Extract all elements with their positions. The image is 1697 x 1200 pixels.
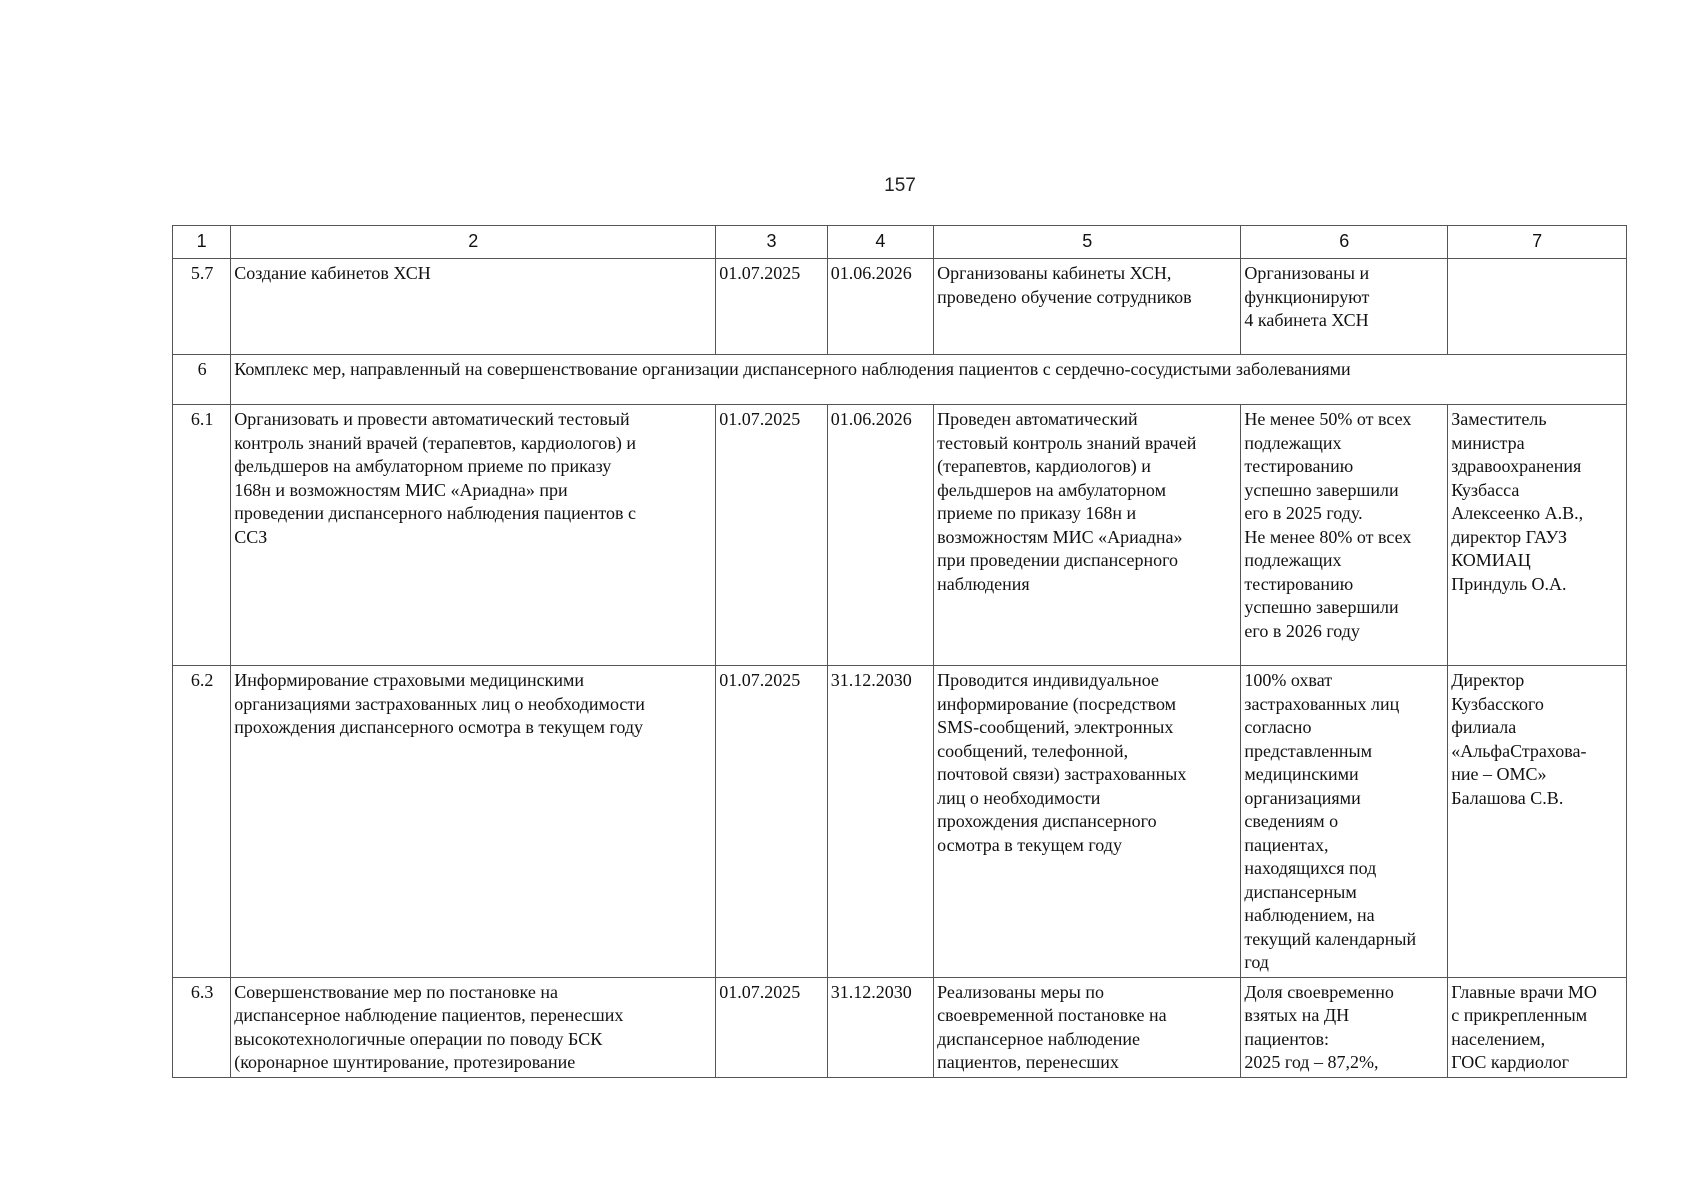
- responsible-cell: Главные врачи МО с прикрепленным населением, ГОС кардиолог: [1448, 977, 1627, 1077]
- action-plan-table: [172, 225, 1627, 1078]
- task-cell: Информирование страховыми медицинскими организациями застрахованных лиц о необходимости прохождения диспансерного осмотра в текущем году: [231, 666, 716, 978]
- column-number: 4: [827, 226, 933, 259]
- section-number: 6: [173, 355, 231, 405]
- end-date: 31.12.2030: [827, 666, 933, 978]
- result-cell: Проведен автоматический тестовый контроль знаний врачей (терапевтов, кардиологов) и фельдшеров на амбулаторном приеме по приказу 168н и возможностям МИС «Ариадна» при проведении диспансерного наблюдения: [934, 405, 1241, 666]
- section-row: [173, 355, 1627, 405]
- task-cell: Организовать и провести автоматический тестовый контроль знаний врачей (терапевтов, кардиологов) и фельдшеров на амбулаторном приеме по приказу 168н и возможностям МИС «Ариадна» при проведении диспансерного наблюдения пациентов с ССЗ: [231, 405, 716, 666]
- responsible-cell: [1448, 259, 1627, 355]
- result-cell: Организованы кабинеты ХСН, проведено обучение сотрудников: [934, 259, 1241, 355]
- start-date: 01.07.2025: [716, 666, 827, 978]
- column-number-row: [173, 226, 1627, 259]
- indicator-cell: Не менее 50% от всех подлежащих тестированию успешно завершили его в 2025 году. Не менее 80% от всех подлежащих тестированию успешно завершили его в 2026 году: [1241, 405, 1448, 666]
- start-date: 01.07.2025: [716, 405, 827, 666]
- task-cell: Создание кабинетов ХСН: [231, 259, 716, 355]
- section-title: Комплекс мер, направленный на совершенствование организации диспансерного наблюдения пациентов с сердечно-сосудистыми заболеваниями: [231, 355, 1627, 405]
- indicator-cell: Организованы и функционируют 4 кабинета ХСН: [1241, 259, 1448, 355]
- indicator-cell: Доля своевременно взятых на ДН пациентов: 2025 год – 87,2%,: [1241, 977, 1448, 1077]
- item-number: 5.7: [173, 259, 231, 355]
- result-cell: Проводится индивидуальное информирование (посредством SMS-сообщений, электронных сообщений, телефонной, почтовой связи) застрахованных лиц о необходимости прохождения диспансерного осмотра в текущем году: [934, 666, 1241, 978]
- responsible-cell: Заместитель министра здравоохранения Кузбасса Алексеенко А.В., директор ГАУЗ КОМИАЦ Приндуль О.А.: [1448, 405, 1627, 666]
- table-row: [173, 405, 1627, 666]
- responsible-cell: Директор Кузбасского филиала «АльфаСтрахова- ние – ОМС» Балашова С.В.: [1448, 666, 1627, 978]
- item-number: 6.1: [173, 405, 231, 666]
- column-number: 7: [1448, 226, 1627, 259]
- column-number: 1: [173, 226, 231, 259]
- result-cell: Реализованы меры по своевременной постановке на диспансерное наблюдение пациентов, перенесших: [934, 977, 1241, 1077]
- item-number: 6.3: [173, 977, 231, 1077]
- end-date: 01.06.2026: [827, 259, 933, 355]
- column-number: 2: [231, 226, 716, 259]
- indicator-cell: 100% охват застрахованных лиц согласно представленным медицинскими организациями сведениям о пациентах, находящихся под диспансерным наблюдением, на текущий календарный год: [1241, 666, 1448, 978]
- start-date: 01.07.2025: [716, 259, 827, 355]
- end-date: 31.12.2030: [827, 977, 933, 1077]
- page-number: 157: [884, 175, 916, 196]
- item-number: 6.2: [173, 666, 231, 978]
- start-date: 01.07.2025: [716, 977, 827, 1077]
- table-row: [173, 666, 1627, 978]
- task-cell: Совершенствование мер по постановке на диспансерное наблюдение пациентов, перенесших высокотехнологичные операции по поводу БСК (коронарное шунтирование, протезирование: [231, 977, 716, 1077]
- column-number: 3: [716, 226, 827, 259]
- end-date: 01.06.2026: [827, 405, 933, 666]
- column-number: 6: [1241, 226, 1448, 259]
- table-row: [173, 259, 1627, 355]
- table-row: [173, 977, 1627, 1077]
- column-number: 5: [934, 226, 1241, 259]
